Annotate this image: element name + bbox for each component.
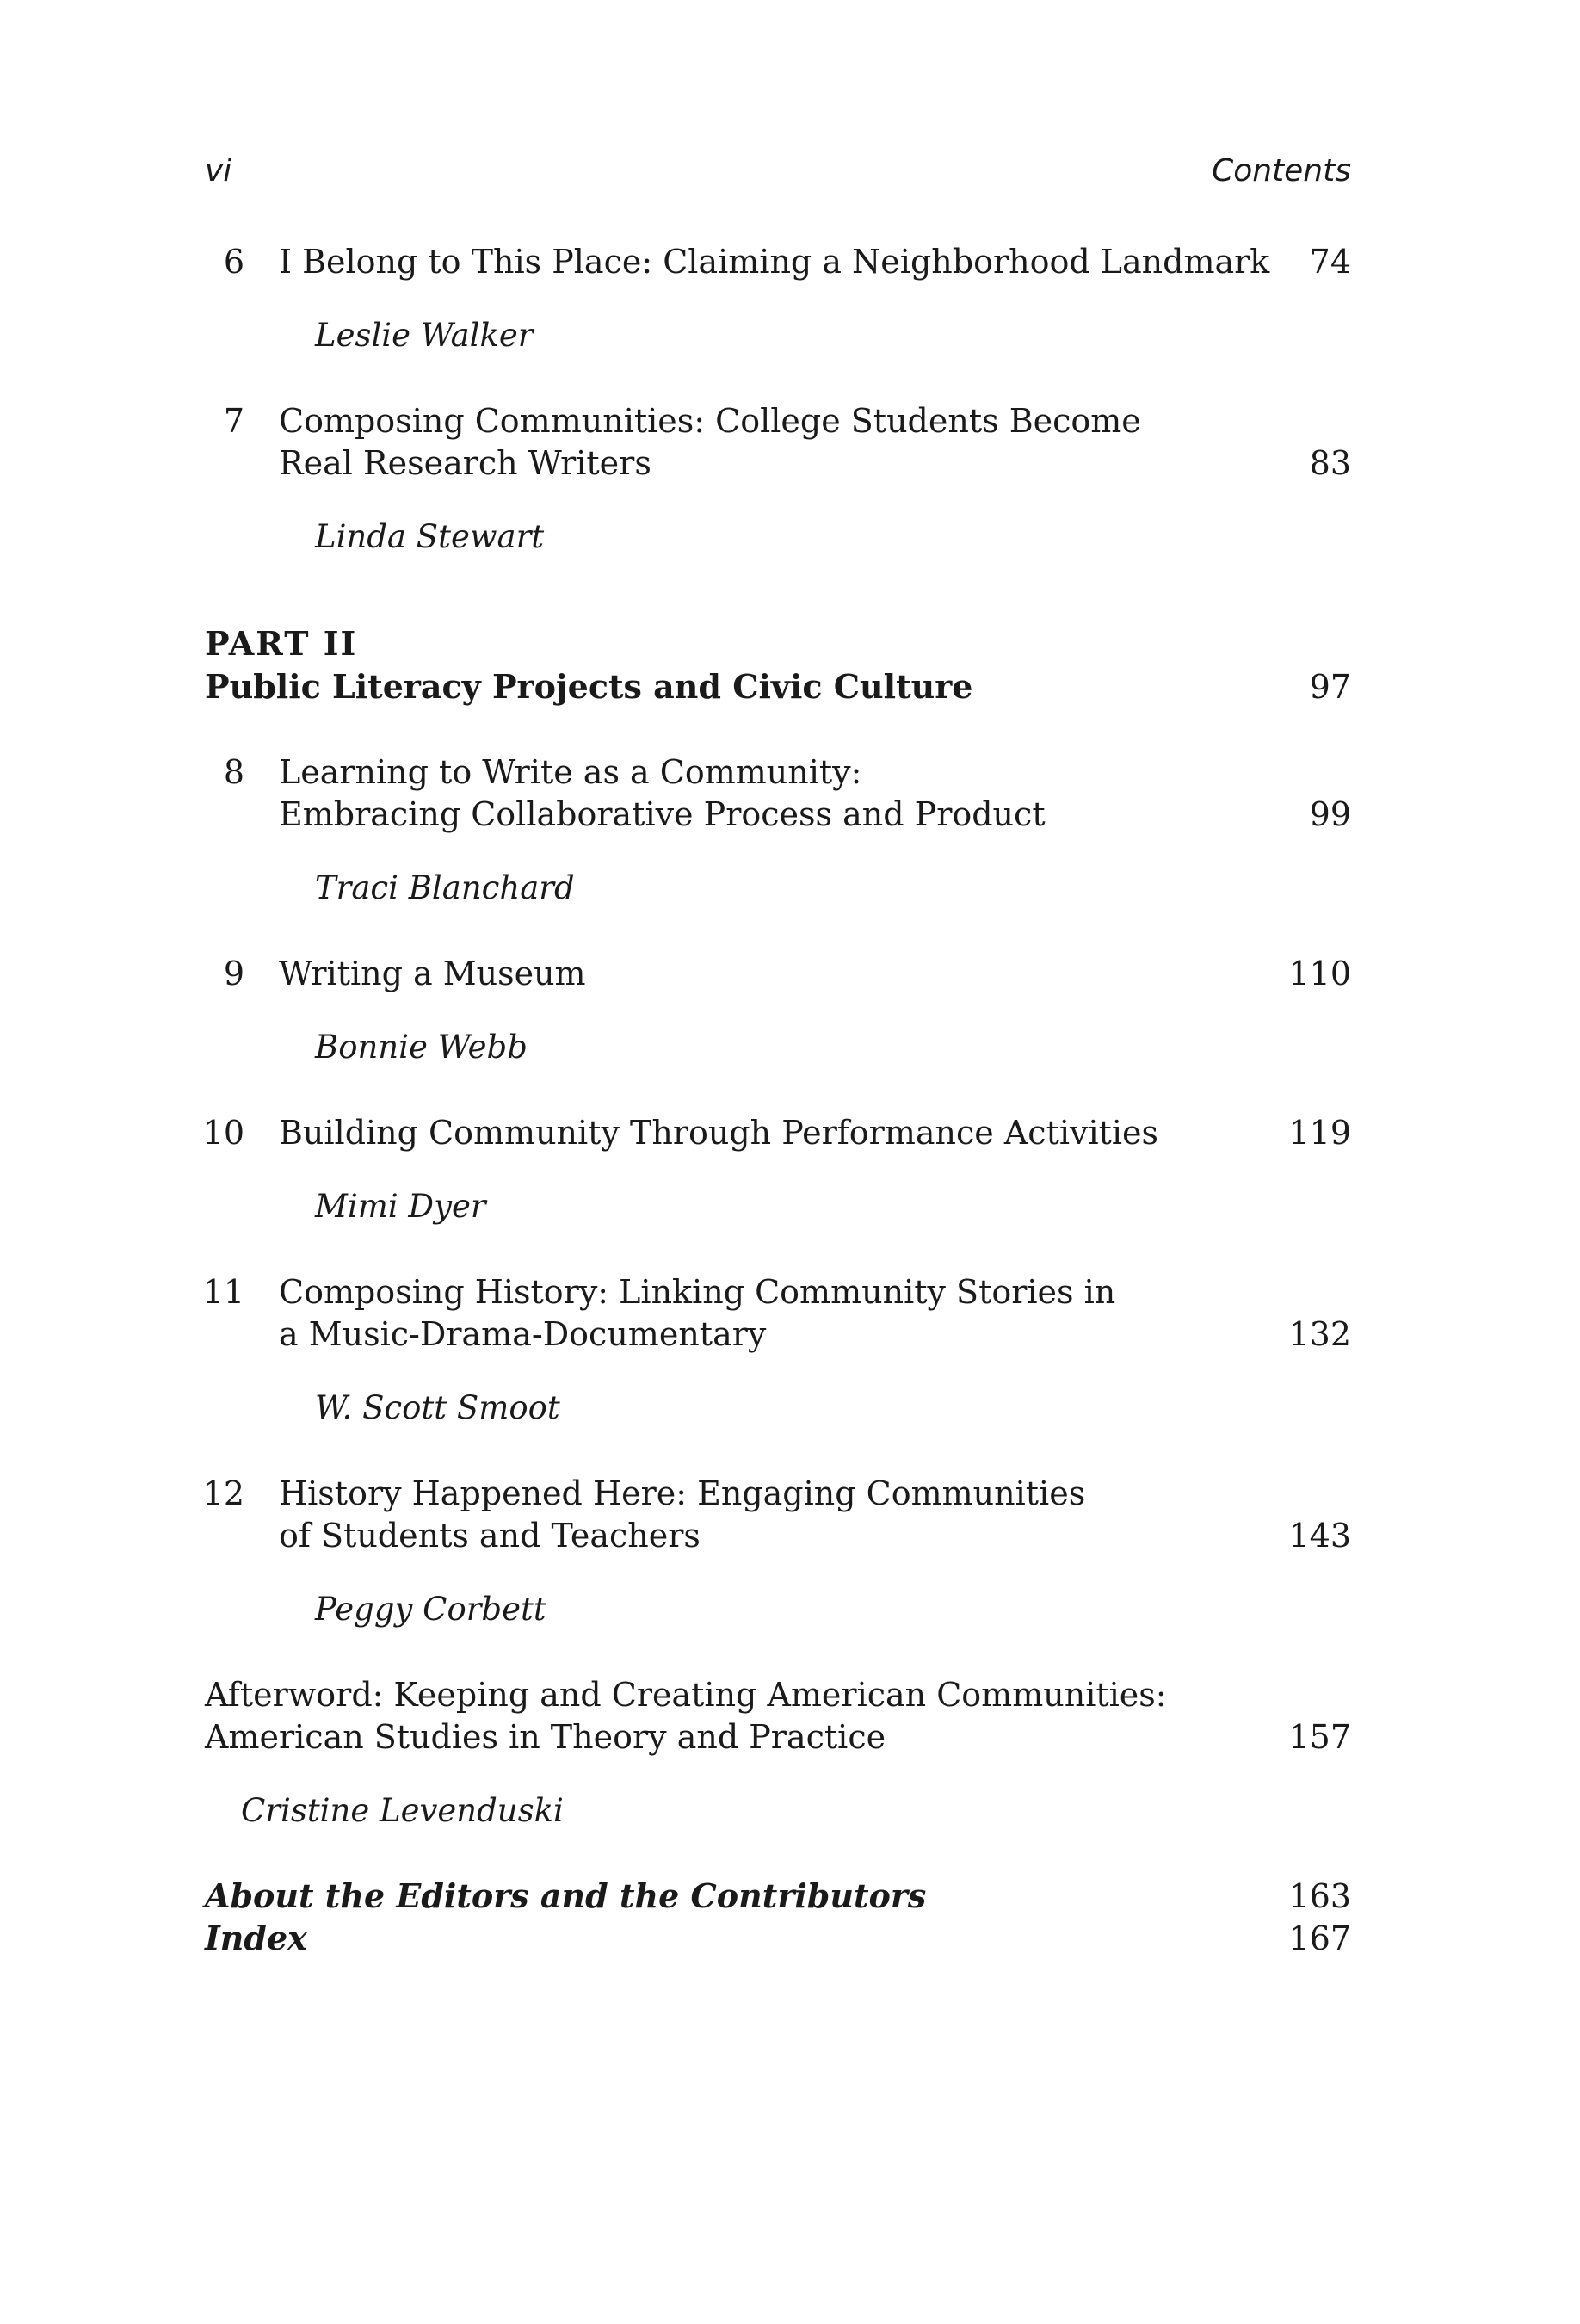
page-number: 99 (1309, 795, 1351, 833)
chapter-title: Building Community Through Performance Activities (279, 1114, 1159, 1152)
chapter-title-continued: of Students and Teachers (279, 1517, 701, 1554)
chapter-number: 8 (223, 753, 244, 791)
page-number: 132 (1288, 1315, 1351, 1353)
page-number: 119 (1288, 1114, 1351, 1152)
running-head: Contents (1212, 153, 1351, 189)
chapter-author: Leslie Walker (315, 317, 534, 354)
chapter-number: 11 (202, 1273, 244, 1311)
chapter-number: 12 (202, 1474, 244, 1512)
afterword-title-continued: American Studies in Theory and Practice (205, 1718, 886, 1756)
chapter-number: 6 (223, 243, 244, 281)
chapter-author: Peggy Corbett (315, 1591, 546, 1628)
chapter-author: W. Scott Smoot (315, 1389, 560, 1426)
chapter-author: Bonnie Webb (315, 1029, 528, 1066)
chapter-title-continued: a Music-Drama-Documentary (279, 1315, 767, 1353)
chapter-title: Composing Communities: College Students Become (279, 402, 1141, 440)
chapter-number: 7 (223, 402, 244, 440)
chapter-title-continued: Real Research Writers (279, 444, 651, 482)
page-folio: vi (205, 153, 232, 189)
page-number: 110 (1288, 955, 1351, 992)
part-title: Public Literacy Projects and Civic Culture (205, 667, 973, 706)
chapter-title: Composing History: Linking Community Stories in (279, 1273, 1116, 1311)
chapter-title: Writing a Museum (279, 955, 586, 992)
page-number: 163 (1288, 1877, 1351, 1915)
chapter-title-continued: Embracing Collaborative Process and Product (279, 795, 1046, 833)
page-number: 83 (1309, 444, 1351, 482)
chapter-author: Mimi Dyer (315, 1188, 486, 1225)
chapter-title: History Happened Here: Engaging Communities (279, 1474, 1086, 1512)
page-number: 74 (1309, 243, 1351, 281)
chapter-title: Learning to Write as a Community: (279, 753, 862, 791)
afterword-title: Afterword: Keeping and Creating American Communities: (205, 1676, 1167, 1714)
part-label: PART II (205, 624, 358, 663)
chapter-author: Traci Blanchard (315, 869, 575, 906)
afterword-author: Cristine Levenduski (241, 1792, 564, 1829)
chapter-author: Linda Stewart (315, 518, 545, 555)
about-contributors-title: About the Editors and the Contributors (205, 1876, 927, 1915)
chapter-number: 9 (223, 955, 244, 992)
index-title: Index (205, 1919, 307, 1957)
page-number: 143 (1288, 1517, 1351, 1554)
chapter-number: 10 (202, 1114, 244, 1152)
page-number: 97 (1309, 668, 1351, 706)
page-number: 157 (1288, 1718, 1351, 1756)
page-number: 167 (1288, 1919, 1351, 1957)
chapter-title: I Belong to This Place: Claiming a Neighborhood Landmark (279, 243, 1270, 281)
